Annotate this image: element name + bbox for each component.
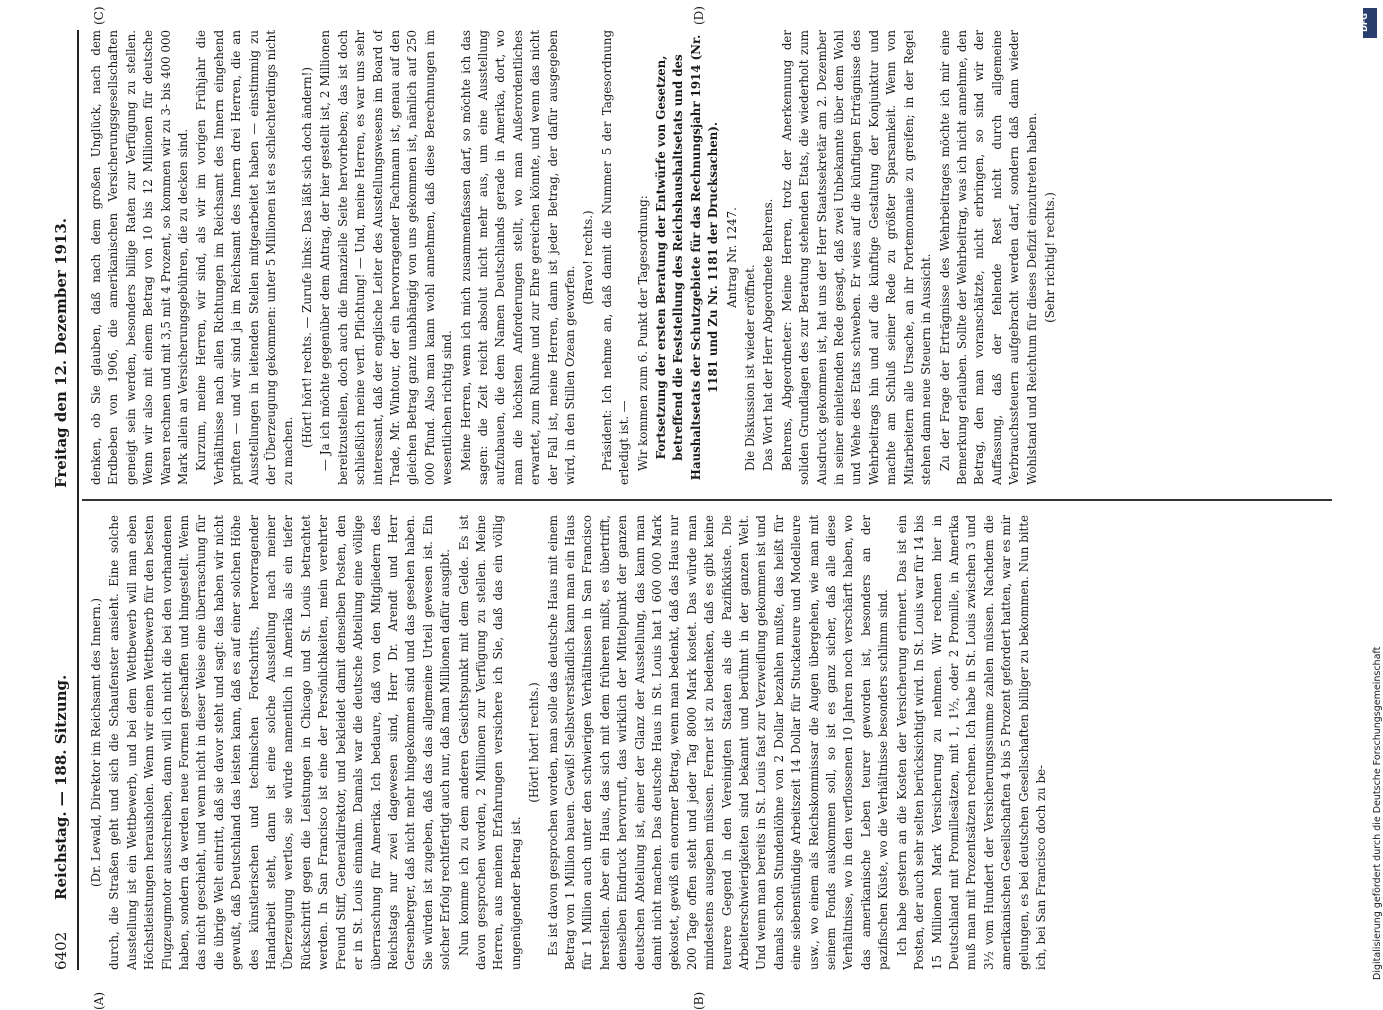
motion-number: Antrag Nr. 1247. (724, 207, 739, 308)
session-title: Reichstag. — 188. Sitzung. (52, 674, 70, 900)
paragraph: denken, ob Sie glauben, daß nach dem großen Unglück, nach dem Erdbeben von 1906, die amerikanischen Versicherungsgesellschaften geneigt sein werden, besonders billige Raten zur Verfügung zu stellen. Wenn wir also mit einem Betrag von 10 bis 12 Millionen für deutsche Waren rechnen und mit 3,5 mit 4 Prozent, so kommen wir zu 3- bis 400 000 Mark allein an Versicherungsgebühren, die zu decken sind. (89, 30, 191, 485)
paragraph: — Ja ich möchte gegenüber dem Antrag, der hier gestellt ist, 2 Millionen bereitzustellen, doch auch die finanzielle Seite hervorheben; das ist doch schließlich meine verfl. Pflichtung! — Und, meine Herren, es war uns sehr interessant, daß der englische Leiter des Ausstellungswesens im Board of Trade, Mr. Wintour, der ein hervorragender Fachmann ist, genau auf den gleichen Betrag ganz unabhängig von uns gekommen ist, nämlich auf 250 000 Pfund. Also man kann wohl annehmen, daß diese Berechnungen im wesentlichen richtig sind. (318, 30, 455, 485)
margin-label-d: (D) (692, 6, 706, 25)
interjection: (Hört! hört! rechts.) (527, 682, 542, 803)
paragraph: Meine Herren, wenn ich mich zusammenfassen darf, so möchte ich das sagen: die Zeit reicht absolut nicht mehr aus, um eine Ausstellung aufzubauen, die dem Namen Deutschlands gerade in Amerika, dort, wo man die höchsten Anforderungen stellt, wo man Außerordentliches erwartet, zum Ruhme und zur Ehre gereichen könnte, und wenn das nicht der Fall ist, meine Herren, dann ist jeder Betrag, der dafür ausgegeben wird, in den Stillen Ozean geworfen. (458, 30, 577, 485)
paragraph: Zu der Frage der Erträgnisse des Wehrbeitrages möchte ich mir eine Bemerkung erlauben. Sollte der Wehrbeitrag, was ich nicht annehme, den Betrag, den man voranschätzte, nicht erbringen, so sind wir der Auffassung, daß der fehlende Rest nicht durch allgemeine Verbrauchssteuern aufgebracht werden darf, sondern daß dann wieder Wohlstand und Reichtum für dieses Defizit einzutreten haben. (937, 30, 1039, 485)
interjection: (Bravo! rechts.) (581, 210, 596, 305)
column-divider (82, 499, 1332, 501)
right-column (88, 30, 1328, 485)
session-date: Freitag den 12. Dezember 1913. (52, 218, 70, 488)
margin-label-a: (A) (92, 991, 106, 1010)
page-number: 6402 (52, 931, 70, 970)
digitization-note: Digitalisierung gefördert durch die Deutsche Forschungsgemeinschaft (1372, 646, 1383, 980)
agenda-item: Fortsetzung der ersten Beratung der Entwürfe von Gesetzen, betreffend die Feststellung des Reichshaushaltsetats und des Haushaltsetats der Schutzgebiete für das Rechnungsjahr 1914 (Nr. 1181 und Zu Nr. 1181 der Drucksachen). (654, 34, 721, 481)
paragraph: Wir kommen zum 6. Punkt der Tagesordnung: (635, 195, 650, 471)
paragraph: durch, die Straßen geht und sich die Schaufenster ansieht. Eine solche Ausstellung ist ein Wettbewerb, und bei dem Wettbewerb will man eben Höchstleistungen herausholen. Wenn wir einen Wettbewerb für den besten Flugzeugmotor ausschreiben, dann will ich nicht die bei den vorhandenen haben, sondern da werden neue Formen geschaffen und hingestellt. Wenn das nicht geschieht, und wenn nicht in dieser Weise eine überraschung für die übrige Welt eintritt, daß sie davor steht und sagt: das haben wir nicht gewußt, daß Deutschland das leisten kann, daß es auf einer solchen Höhe des künstlerischen und technischen Fortschritts, hervorragender Handarbeit steht, dann ist eine solche Ausstellung nach meiner Überzeugung wertlos, sie würde namentlich in Amerika als ein tiefer Rückschritt gegen die Leistungen in Chicago und St. Louis betrachtet werden. In San Francisco ist eine der Persönlichkeiten, mein verehrter Freund Stiff, Generaldirektor, und bekleidet damit denselben Posten, den er in St. Louis einnahm. Damals war die deutsche Abteilung eine völlige überraschung für Amerika. Ich bedaure, daß von den Mitgliedern des Reichstags nur zwei dagewesen sind, Herr Dr. Arendt und Herr Gersenberger, daß nicht mehr hingekommen sind und das gesehen haben. Sie würden ist zugeben, daß das das allgemeine Urteil gewesen ist. Ein solcher Erfolg rechtfertigt auch nur, daß man Millionen dafür ausgibt. (107, 515, 453, 970)
paragraph: Kurzum, meine Herren, wir sind, als wir im vorigen Frühjahr die Verhältnisse nach allen Richtungen im Reichsamt des Innern eingehend prüften — und wir sind ja im Reichsamt des Innern drei Herren, die an Ausstellungen in leitenden Stellen mitgearbeitet haben — einstimmig zu der Überzeugung gekommen: unter 5 Millionen ist es schlechterdings nicht zu machen. (194, 30, 296, 485)
rotated-page (52, 6, 1342, 1010)
paragraph: Es ist davon gesprochen worden, man solle das deutsche Haus mit einem Betrag von 1 Million bauen. Gewiß! Selbstverständlich kann man ein Haus für 1 Million auch unter den schwierigen Verhältnissen in San Francisco herstellen. Aber ein Haus, das sich mit dem früheren mißt, es übertrifft, denselben Eindruck hervorruft, das wirklich der Mittelpunkt der ganzen deutschen Abteilung ist, einer der Glanz der Ausstellung, das kann man damit nicht machen. Das deutsche Haus in St. Louis hat 1 600 000 Mark gekostet, gewiß ein enormer Betrag, wenn man bedenkt, daß das Haus nur 200 Tage offen steht und jeder Tag 8000 Mark kostet. Das würde man mindestens ausgeben müssen. Ferner ist zu bedenken, daß es gibt keine teurere Gegend in den Vereinigten Staaten als die Pazifikküste. Die Arbeiterschwierigkeiten sind bekannt und berühmt in der ganzen Welt. Und wenn man bereits in St. Louis fast zur Verzweiflung gekommen ist und damals schon Stundenlöhne von 2 Dollar bezahlen mußte, das heißt für eine siebenstündige Arbeitszeit 14 Dollar für Stuckateure und Modelleure usw., wo einem als Reichskommissar die Augen übergehen, wie man mit seinem Fonds auskommen soll, so ist es ganz sicher, daß alle diese Verhältnisse, wo in den verflossenen 10 Jahren noch verschärft haben, wo das amerikanische Leben teurer geworden ist, besonders an der pazifischen Küste, wo die Verhältnisse besonders schlimm sind. (545, 515, 891, 970)
paragraph: Ich habe gestern an die Kosten der Versicherung erinnert. Das ist ein Posten, der auch sehr selten berücksichtigt wird. In St. Louis war für 14 bis 15 Millionen Mark Versicherung zu nehmen. Wir rechnen hier in Deutschland mit Promillesätzen, mit 1, 1½, oder 2 Promille, in Amerika muß man mit Prozentsätzen rechnen. Ich habe in St. Louis zwischen 3 und 3½ vom Hundert der Versicherungssumme zahlen müssen. Nachdem die amerikanischen Gesellschaften 4 bis 5 Prozent gefordert hatten, war es mir gelungen, es bei deutschen Gesellschaften billiger zu bekommen. Nun bitte ich, bei San Francisco doch zu be- (894, 515, 1048, 970)
dfg-logo: DFG (1363, 8, 1377, 38)
margin-label-b: (B) (692, 991, 706, 1010)
paragraph: Die Diskussion ist wieder eröffnet. (743, 264, 758, 471)
interjection: (Sehr richtig! rechts.) (1042, 192, 1057, 323)
paragraph: Nun komme ich zu dem anderen Gesichtspunkt mit dem Gelde. Es ist davon gesprochen worden, 2 Millionen zur Verfügung zu stellen. Meine Herren, aus meinen Erfahrungen versichere ich Sie, daß das ein völlig ungenügender Betrag ist. (456, 515, 523, 970)
interjection: (Hört! hört! rechts. — Zurufe links: Das läßt sich doch ändern!) (299, 67, 314, 448)
paragraph: Behrens, Abgeordneter: Meine Herren, trotz der Anerkennung der soliden Grundlagen des zur Beratung stehenden Etats, die wiederholt zum Ausdruck gekommen ist, hat uns der Herr Staatssekretär am 2. Dezember in seiner einleitenden Rede gesagt, daß zwei Unbekannte über dem Wohl und Wehe des Etats schweben. Er wies auf die künftigen Erträgnisse des Wehrbeitrags hin und auf die künftige Gestaltung der Konjunktur und machte am Schluß seiner Rede zu größter Sparsamkeit. Wenn von Mitarbeitern alle Ursache, an ihr Portemonnaie zu greifen; in der Regel stehen dann neue Steuern in Aussicht. (779, 30, 934, 485)
header-rule (77, 30, 79, 970)
speaker-intro: (Dr. Lewald, Direktor im Reichsamt des Innern.) (89, 598, 103, 887)
page-header (52, 30, 74, 970)
paragraph: Das Wort hat der Herr Abgeordnete Behrens. (761, 198, 776, 471)
left-column (88, 515, 1328, 970)
margin-label-c: (C) (92, 6, 106, 25)
paragraph: Präsident: Ich nehme an, daß damit die Nummer 5 der Tagesordnung erledigt ist. — (599, 30, 632, 485)
